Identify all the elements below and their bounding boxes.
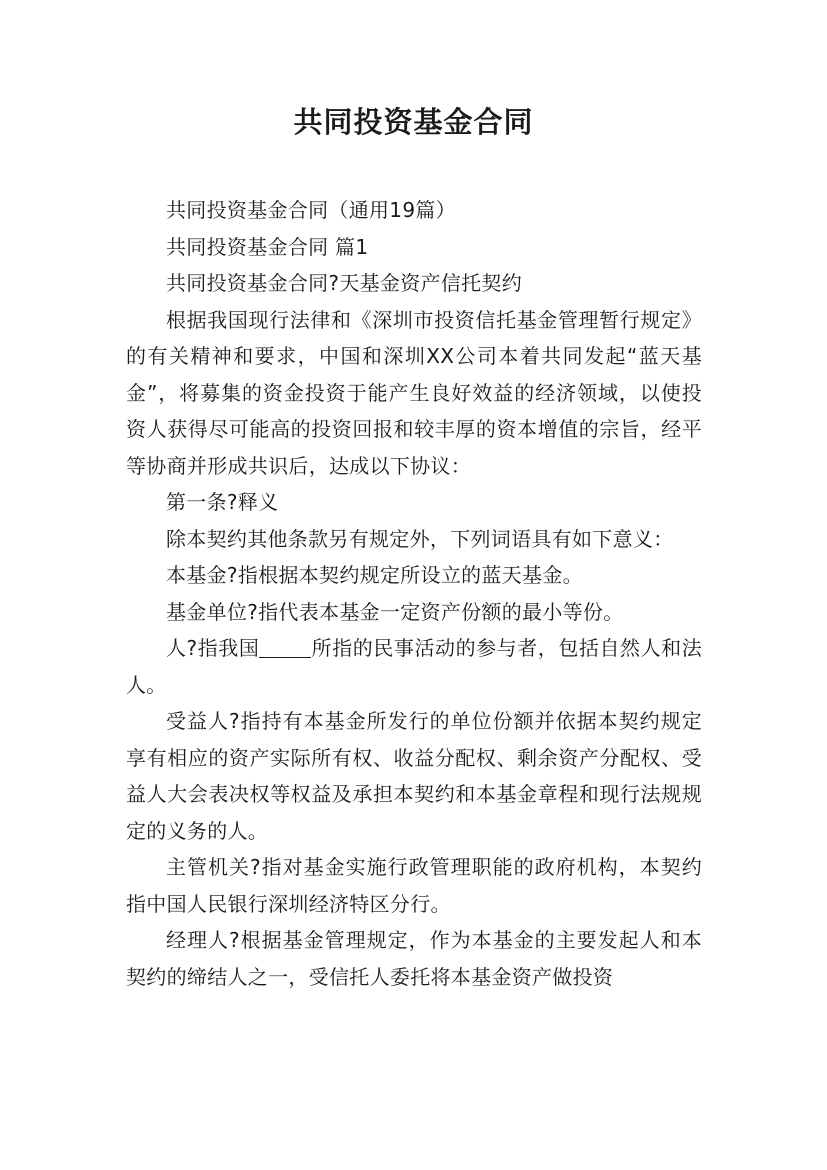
paragraph-preamble: 根据我国现行法律和《深圳市投资信托基金管理暂行规定》的有关精神和要求，中国和深圳XX公司本着共同发起“蓝天基金”，将募集的资金投资于能产生良好效益的经济领域，以使投资人获得尽可能高的投资回报和较丰厚的资本增值的宗旨，经平等协商并形成共识后，达成以下协议： — [126, 307, 702, 478]
paragraph-definition-manager: 经理人?根据基金管理规定，作为本基金的主要发起人和本契约的缔结人之一，受信托人委托将本基金资产做投资 — [126, 928, 702, 989]
paragraph-subtitle: 共同投资基金合同（通用19篇） — [166, 198, 456, 222]
document-body — [126, 192, 702, 995]
paragraph-contract-name: 共同投资基金合同?天基金资产信托契约 — [166, 271, 523, 295]
paragraph-definitions-intro: 除本契约其他条款另有规定外，下列词语具有如下意义： — [166, 526, 674, 551]
paragraph-definition-person — [126, 630, 702, 703]
paragraph-definition-fund: 本基金?指根据本契约规定所设立的蓝天基金。 — [166, 563, 583, 587]
paragraph-definition-unit: 基金单位?指代表本基金一定资产份额的最小等份。 — [166, 599, 624, 624]
paragraph-definition-beneficiary: 受益人?指持有本基金所发行的单位份额并依据本契约规定享有相应的资产实际所有权、收益分配权、剩余资产分配权、受益人大会表决权等权益及承担本契约和本基金章程和现行法规规定的义务的人。 — [126, 709, 702, 843]
paragraph-section-heading: 共同投资基金合同 篇1 — [166, 234, 369, 259]
paragraph-definition-authority: 主管机关?指对基金实施行政管理职能的政府机构，本契约指中国人民银行深圳经济特区分行。 — [126, 855, 702, 916]
document-title: 共同投资基金合同 — [293, 105, 534, 139]
definition-person-before-blank: 人?指我国 — [166, 636, 260, 660]
paragraph-article-one: 第一条?释义 — [166, 490, 279, 514]
fill-in-blank — [259, 637, 311, 658]
definition-person-after-blank: 所指的民事活动的参与者，包括自然人和法人。 — [126, 636, 702, 697]
